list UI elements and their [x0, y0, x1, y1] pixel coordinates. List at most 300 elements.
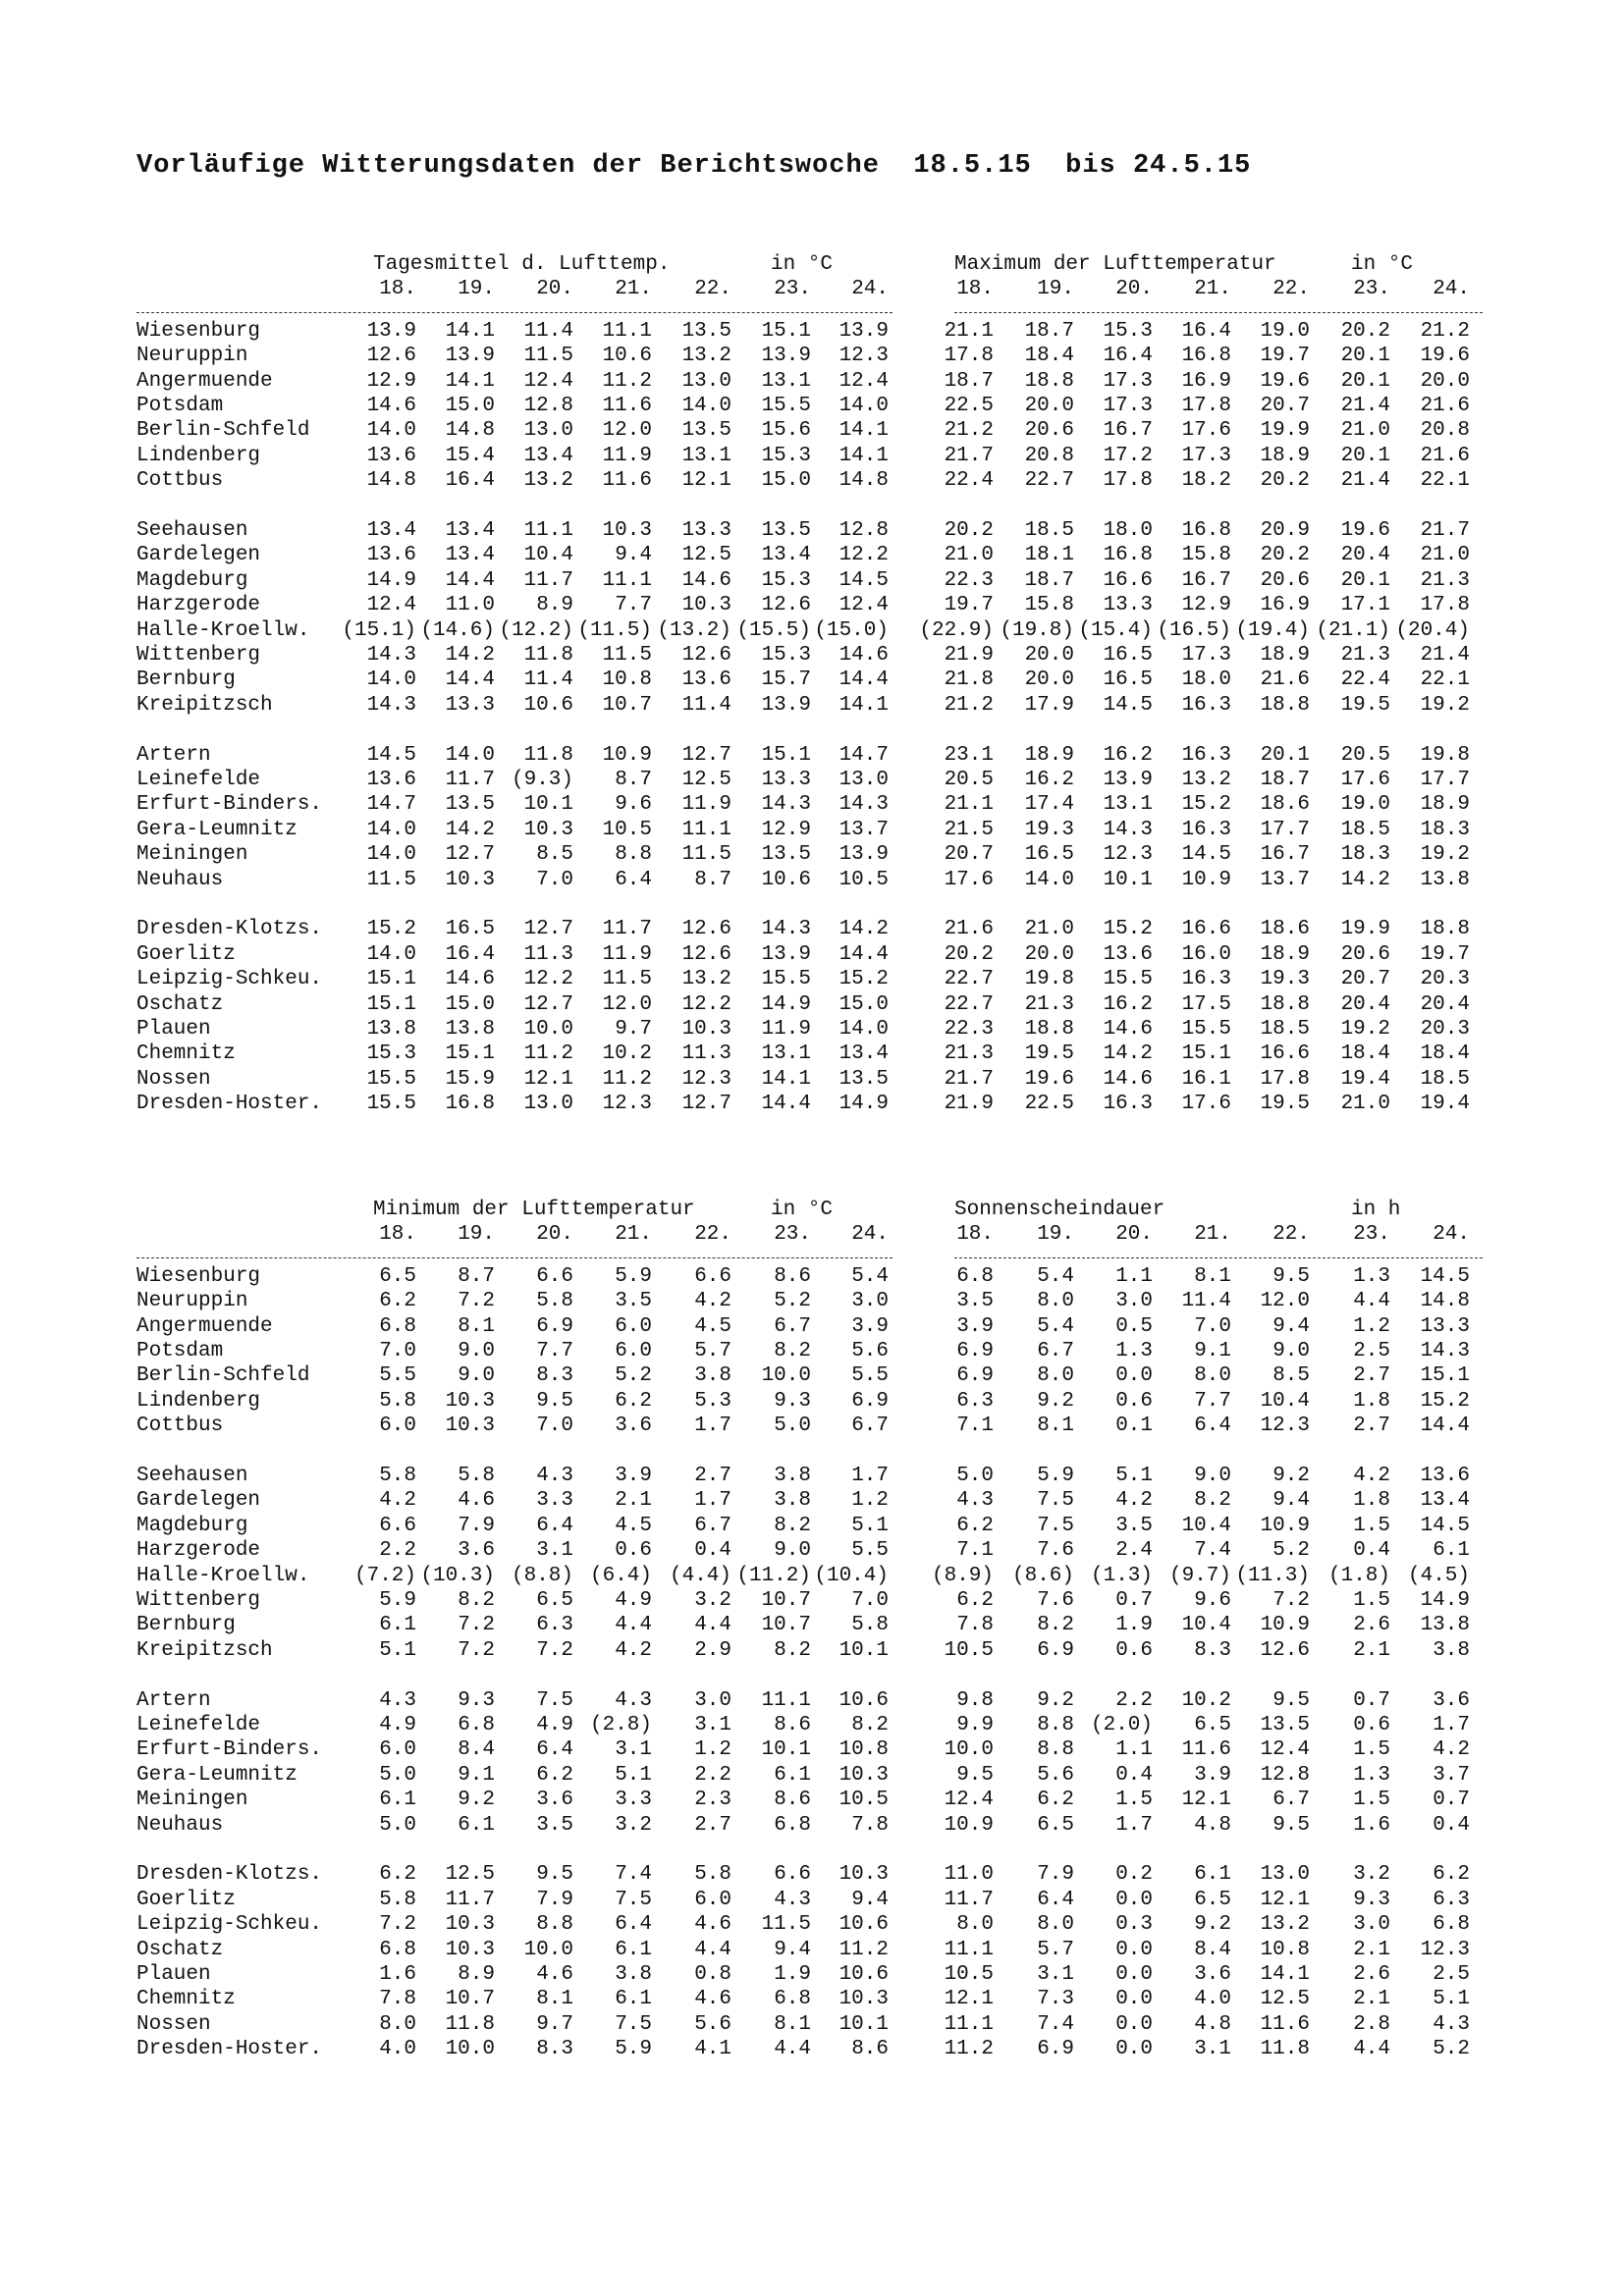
value-cell: 10.3: [681, 1018, 731, 1041]
value-cell: 18.4: [1340, 1042, 1390, 1066]
value-cell: 20.3: [1420, 968, 1470, 991]
value-cell: 11.0: [445, 594, 495, 617]
value-cell: 10.4: [1181, 1614, 1231, 1637]
unit-label: in h: [1351, 1199, 1401, 1221]
value-cell: 8.0: [1037, 1290, 1074, 1313]
value-cell: 21.0: [1340, 1093, 1390, 1116]
value-cell: (4.5): [1407, 1564, 1470, 1587]
value-cell: 20.0: [1024, 395, 1074, 417]
value-cell: 18.9: [1260, 942, 1310, 966]
value-cell: 20.1: [1340, 345, 1390, 368]
station-name: Dresden-Klotzs.: [136, 918, 323, 941]
value-cell: 16.5: [1103, 644, 1153, 667]
station-name: Harzgerode: [136, 1539, 261, 1563]
value-cell: 9.5: [536, 1863, 573, 1887]
day-header: 24.: [1433, 278, 1470, 301]
value-cell: 22.7: [944, 992, 994, 1016]
value-cell: 9.5: [1272, 1813, 1310, 1837]
day-header: 21.: [1194, 1223, 1231, 1247]
value-cell: 4.5: [694, 1314, 731, 1338]
value-cell: 20.3: [1420, 1018, 1470, 1041]
value-cell: 17.6: [1181, 1093, 1231, 1116]
day-header: 22.: [694, 278, 731, 301]
value-cell: 18.0: [1103, 519, 1153, 542]
value-cell: 5.9: [615, 2038, 652, 2061]
value-cell: 17.7: [1420, 769, 1470, 791]
value-cell: 18.9: [1260, 644, 1310, 667]
value-cell: 4.4: [774, 2038, 811, 2061]
value-cell: 16.6: [1260, 1042, 1310, 1066]
value-cell: 3.0: [1115, 1290, 1153, 1313]
station-name: Wiesenburg: [136, 1264, 261, 1288]
value-cell: 2.1: [1353, 1988, 1390, 2011]
value-cell: 21.0: [944, 544, 994, 567]
value-cell: 11.6: [602, 395, 652, 417]
value-cell: 1.6: [1353, 1813, 1390, 1837]
value-cell: 6.4: [615, 1913, 652, 1937]
value-cell: 11.4: [1181, 1290, 1231, 1313]
value-cell: 19.6: [1024, 1067, 1074, 1091]
value-cell: 20.1: [1340, 444, 1390, 467]
value-cell: 8.9: [536, 594, 573, 617]
value-cell: 18.2: [1181, 469, 1231, 493]
value-cell: 9.1: [458, 1763, 495, 1787]
value-cell: 8.8: [1037, 1714, 1074, 1736]
value-cell: 20.6: [1260, 568, 1310, 592]
value-cell: 15.5: [761, 395, 811, 417]
value-cell: 1.7: [1115, 1813, 1153, 1837]
value-cell: 12.4: [1260, 1738, 1310, 1762]
value-cell: 5.4: [851, 1264, 889, 1288]
value-cell: 15.1: [1420, 1364, 1470, 1388]
value-cell: 3.0: [851, 1290, 889, 1313]
value-cell: 7.2: [379, 1913, 416, 1937]
value-cell: 11.1: [523, 519, 573, 542]
value-cell: 12.1: [944, 1988, 994, 2011]
value-cell: 7.7: [536, 1340, 573, 1362]
value-cell: 12.6: [681, 918, 731, 941]
value-cell: 9.2: [1272, 1465, 1310, 1487]
value-cell: 18.8: [1260, 992, 1310, 1016]
value-cell: 0.4: [694, 1539, 731, 1563]
value-cell: 13.9: [1103, 769, 1153, 791]
value-cell: 5.8: [536, 1290, 573, 1313]
value-cell: 12.4: [523, 369, 573, 393]
value-cell: 1.5: [1353, 1589, 1390, 1612]
day-header: 19.: [458, 1223, 495, 1247]
value-cell: 13.4: [1420, 1489, 1470, 1513]
station-name: Plauen: [136, 1963, 211, 1986]
value-cell: 9.4: [774, 1938, 811, 1961]
value-cell: 6.5: [379, 1264, 416, 1288]
value-cell: 8.4: [458, 1738, 495, 1762]
value-cell: 10.0: [445, 2038, 495, 2061]
value-cell: 0.0: [1115, 2012, 1153, 2036]
value-cell: 14.1: [839, 419, 889, 443]
value-cell: 12.9: [761, 818, 811, 841]
day-header: 21.: [615, 1223, 652, 1247]
value-cell: 6.6: [694, 1264, 731, 1288]
value-cell: 20.8: [1024, 444, 1074, 467]
value-cell: 13.6: [1103, 942, 1153, 966]
value-cell: 15.0: [761, 469, 811, 493]
value-cell: 0.8: [694, 1963, 731, 1986]
value-cell: 8.2: [774, 1340, 811, 1362]
value-cell: 8.2: [1037, 1614, 1074, 1637]
value-cell: 10.3: [839, 1863, 889, 1887]
value-cell: 15.5: [366, 1067, 416, 1091]
value-cell: 13.4: [445, 544, 495, 567]
value-cell: 18.3: [1420, 818, 1470, 841]
value-cell: 11.2: [602, 369, 652, 393]
value-cell: 4.3: [615, 1688, 652, 1712]
value-cell: 4.6: [458, 1489, 495, 1513]
value-cell: 13.8: [366, 1018, 416, 1041]
value-cell: 21.7: [944, 1067, 994, 1091]
value-cell: 23.1: [944, 743, 994, 767]
value-cell: 3.1: [615, 1738, 652, 1762]
value-cell: 12.5: [681, 769, 731, 791]
station-name: Potsdam: [136, 395, 224, 417]
value-cell: 13.1: [681, 444, 731, 467]
value-cell: 18.8: [1024, 1018, 1074, 1041]
value-cell: 16.4: [445, 469, 495, 493]
value-cell: 16.8: [1103, 544, 1153, 567]
value-cell: 4.2: [615, 1638, 652, 1662]
value-cell: 0.6: [1115, 1389, 1153, 1413]
value-cell: 19.9: [1340, 918, 1390, 941]
value-cell: 10.1: [839, 1638, 889, 1662]
value-cell: 14.3: [1103, 818, 1153, 841]
value-cell: 13.9: [761, 693, 811, 717]
value-cell: 12.0: [602, 419, 652, 443]
value-cell: 6.0: [615, 1340, 652, 1362]
value-cell: 6.1: [615, 1938, 652, 1961]
value-cell: (8.6): [1011, 1564, 1074, 1587]
value-cell: 0.7: [1115, 1589, 1153, 1612]
value-cell: 14.6: [1103, 1018, 1153, 1041]
value-cell: (9.7): [1168, 1564, 1231, 1587]
value-cell: 14.2: [445, 644, 495, 667]
value-cell: 13.0: [681, 369, 731, 393]
value-cell: 6.4: [615, 868, 652, 891]
value-cell: 13.0: [839, 769, 889, 791]
value-cell: 0.0: [1115, 1364, 1153, 1388]
value-cell: 17.7: [1260, 818, 1310, 841]
value-cell: 2.7: [694, 1465, 731, 1487]
value-cell: 1.5: [1353, 1789, 1390, 1812]
station-name: Berlin-Schfeld: [136, 1364, 310, 1388]
value-cell: 14.6: [366, 395, 416, 417]
value-cell: 12.5: [681, 544, 731, 567]
value-cell: 13.2: [1181, 769, 1231, 791]
value-cell: 5.2: [615, 1364, 652, 1388]
value-cell: 10.1: [1103, 868, 1153, 891]
value-cell: 11.1: [944, 2012, 994, 2036]
station-name: Neuruppin: [136, 1290, 248, 1313]
value-cell: 14.0: [839, 1018, 889, 1041]
value-cell: 12.1: [523, 1067, 573, 1091]
value-cell: 0.7: [1433, 1789, 1470, 1812]
value-cell: 11.5: [366, 868, 416, 891]
value-cell: 15.3: [761, 444, 811, 467]
value-cell: 14.4: [445, 668, 495, 692]
value-cell: 14.9: [839, 1093, 889, 1116]
value-cell: 6.9: [851, 1389, 889, 1413]
value-cell: 8.2: [774, 1638, 811, 1662]
value-cell: 13.3: [761, 769, 811, 791]
value-cell: 6.8: [774, 1988, 811, 2011]
value-cell: 1.3: [1115, 1340, 1153, 1362]
dashed-divider: [136, 1257, 893, 1258]
value-cell: (21.1): [1316, 618, 1390, 642]
value-cell: (7.2): [353, 1564, 416, 1587]
value-cell: 5.8: [458, 1465, 495, 1487]
value-cell: 13.2: [523, 469, 573, 493]
value-cell: 9.4: [615, 544, 652, 567]
value-cell: (15.5): [736, 618, 811, 642]
value-cell: 13.2: [1260, 1913, 1310, 1937]
value-cell: 8.1: [1037, 1415, 1074, 1438]
value-cell: 0.6: [1353, 1714, 1390, 1736]
value-cell: 21.7: [1420, 519, 1470, 542]
value-cell: 10.9: [944, 1813, 994, 1837]
value-cell: 6.5: [536, 1589, 573, 1612]
value-cell: 9.2: [1194, 1913, 1231, 1937]
value-cell: 14.5: [1420, 1514, 1470, 1537]
value-cell: (16.5): [1157, 618, 1231, 642]
value-cell: 12.3: [839, 345, 889, 368]
value-cell: 10.3: [445, 1415, 495, 1438]
value-cell: 10.5: [839, 1789, 889, 1812]
value-cell: (14.6): [420, 618, 495, 642]
value-cell: 15.2: [839, 968, 889, 991]
value-cell: 11.6: [1181, 1738, 1231, 1762]
value-cell: 12.3: [602, 1093, 652, 1116]
value-cell: 16.9: [1181, 369, 1231, 393]
value-cell: 6.4: [536, 1738, 573, 1762]
value-cell: 3.8: [615, 1963, 652, 1986]
value-cell: 7.9: [458, 1514, 495, 1537]
value-cell: 10.3: [602, 519, 652, 542]
value-cell: 13.2: [681, 968, 731, 991]
value-cell: 14.3: [366, 693, 416, 717]
value-cell: 19.4: [1340, 1067, 1390, 1091]
value-cell: 10.3: [523, 818, 573, 841]
value-cell: 10.8: [1260, 1938, 1310, 1961]
value-cell: 13.2: [681, 345, 731, 368]
value-cell: 6.7: [694, 1514, 731, 1537]
value-cell: 14.8: [1420, 1290, 1470, 1313]
value-cell: 3.6: [615, 1415, 652, 1438]
station-name: Kreipitzsch: [136, 1638, 273, 1662]
value-cell: 21.0: [1340, 419, 1390, 443]
value-cell: 11.3: [681, 1042, 731, 1066]
value-cell: 4.3: [956, 1489, 994, 1513]
value-cell: 7.0: [851, 1589, 889, 1612]
dashed-divider: [136, 312, 893, 313]
value-cell: 3.1: [694, 1714, 731, 1736]
value-cell: 14.0: [366, 668, 416, 692]
value-cell: (15.1): [342, 618, 416, 642]
value-cell: 7.4: [1037, 2012, 1074, 2036]
value-cell: 12.5: [445, 1863, 495, 1887]
value-cell: 7.0: [1194, 1314, 1231, 1338]
value-cell: 13.6: [1420, 1465, 1470, 1487]
value-cell: 14.6: [839, 644, 889, 667]
value-cell: 9.4: [1272, 1489, 1310, 1513]
value-cell: 14.1: [839, 693, 889, 717]
value-cell: 14.4: [839, 942, 889, 966]
value-cell: 6.8: [379, 1938, 416, 1961]
value-cell: 17.9: [1024, 693, 1074, 717]
value-cell: 15.1: [761, 319, 811, 343]
value-cell: 21.3: [944, 1042, 994, 1066]
value-cell: 4.1: [694, 2038, 731, 2061]
unit-label: in °C: [771, 1199, 834, 1221]
value-cell: 14.7: [839, 743, 889, 767]
value-cell: 17.2: [1103, 444, 1153, 467]
value-cell: 20.0: [1024, 668, 1074, 692]
value-cell: 4.4: [694, 1614, 731, 1637]
value-cell: 10.3: [445, 868, 495, 891]
day-header: 23.: [1353, 278, 1390, 301]
value-cell: 14.3: [761, 793, 811, 817]
value-cell: 15.5: [1103, 968, 1153, 991]
value-cell: 5.2: [1272, 1539, 1310, 1563]
value-cell: 6.2: [379, 1863, 416, 1887]
value-cell: 2.2: [694, 1763, 731, 1787]
value-cell: 22.5: [944, 395, 994, 417]
value-cell: 16.6: [1103, 568, 1153, 592]
dashed-divider: [954, 1257, 1483, 1258]
station-name: Gardelegen: [136, 1489, 261, 1513]
value-cell: 8.2: [1194, 1489, 1231, 1513]
dashed-divider: [954, 312, 1483, 313]
value-cell: (13.2): [657, 618, 731, 642]
value-cell: 8.1: [458, 1314, 495, 1338]
day-header: 24.: [851, 1223, 889, 1247]
value-cell: 6.6: [379, 1514, 416, 1537]
value-cell: 14.8: [839, 469, 889, 493]
value-cell: 6.4: [536, 1514, 573, 1537]
day-header: 18.: [379, 1223, 416, 1247]
day-header: 21.: [1194, 278, 1231, 301]
value-cell: 4.3: [379, 1688, 416, 1712]
value-cell: 12.7: [445, 843, 495, 867]
value-cell: 10.6: [839, 1913, 889, 1937]
table-header: Maximum der Lufttemperatur: [954, 253, 1276, 276]
value-cell: 0.2: [1115, 1863, 1153, 1887]
value-cell: (11.5): [577, 618, 652, 642]
value-cell: 4.4: [615, 1614, 652, 1637]
value-cell: 10.3: [839, 1988, 889, 2011]
value-cell: 12.9: [366, 369, 416, 393]
value-cell: 9.5: [1272, 1688, 1310, 1712]
station-name: Lindenberg: [136, 444, 261, 467]
value-cell: 10.4: [1260, 1389, 1310, 1413]
value-cell: 5.6: [851, 1340, 889, 1362]
value-cell: 4.4: [1353, 1290, 1390, 1313]
value-cell: 1.5: [1115, 1789, 1153, 1812]
value-cell: 12.7: [681, 743, 731, 767]
table-header: Tagesmittel d. Lufttemp.: [373, 253, 671, 276]
value-cell: 0.4: [1433, 1813, 1470, 1837]
value-cell: 20.1: [1340, 568, 1390, 592]
value-cell: 12.2: [681, 992, 731, 1016]
value-cell: 21.4: [1340, 469, 1390, 493]
value-cell: 18.9: [1260, 444, 1310, 467]
value-cell: 16.3: [1181, 818, 1231, 841]
value-cell: 14.1: [761, 1067, 811, 1091]
value-cell: 6.7: [851, 1415, 889, 1438]
station-name: Leipzig-Schkeu.: [136, 1913, 323, 1937]
day-header: 19.: [1037, 1223, 1074, 1247]
value-cell: 0.4: [1115, 1763, 1153, 1787]
value-cell: 3.6: [1433, 1688, 1470, 1712]
value-cell: 10.6: [839, 1963, 889, 1986]
value-cell: 13.3: [1420, 1314, 1470, 1338]
station-name: Angermuende: [136, 369, 273, 393]
value-cell: 20.8: [1420, 419, 1470, 443]
value-cell: 6.9: [1037, 1638, 1074, 1662]
value-cell: 11.8: [445, 2012, 495, 2036]
value-cell: 3.5: [1115, 1514, 1153, 1537]
value-cell: 2.4: [1115, 1539, 1153, 1563]
value-cell: 6.1: [1433, 1539, 1470, 1563]
value-cell: 7.5: [536, 1688, 573, 1712]
value-cell: 8.0: [1194, 1364, 1231, 1388]
value-cell: 20.1: [1260, 743, 1310, 767]
value-cell: 10.0: [944, 1738, 994, 1762]
value-cell: 8.0: [1037, 1364, 1074, 1388]
value-cell: 7.8: [851, 1813, 889, 1837]
value-cell: 10.4: [1181, 1514, 1231, 1537]
value-cell: 14.1: [445, 369, 495, 393]
value-cell: 17.1: [1340, 594, 1390, 617]
unit-label: in °C: [771, 253, 834, 276]
station-name: Nossen: [136, 2012, 211, 2036]
value-cell: 5.4: [1037, 1314, 1074, 1338]
unit-label: in °C: [1351, 253, 1414, 276]
value-cell: 10.1: [761, 1738, 811, 1762]
value-cell: 20.7: [1340, 968, 1390, 991]
value-cell: 1.1: [1115, 1738, 1153, 1762]
value-cell: (11.2): [736, 1564, 811, 1587]
value-cell: 11.0: [944, 1863, 994, 1887]
value-cell: 5.6: [694, 2012, 731, 2036]
value-cell: 16.7: [1103, 419, 1153, 443]
value-cell: 2.1: [1353, 1938, 1390, 1961]
value-cell: 6.2: [615, 1389, 652, 1413]
value-cell: 5.6: [1037, 1763, 1074, 1787]
value-cell: 7.4: [1194, 1539, 1231, 1563]
value-cell: 7.9: [1037, 1863, 1074, 1887]
value-cell: 16.4: [445, 942, 495, 966]
value-cell: 0.6: [615, 1539, 652, 1563]
station-name: Neuhaus: [136, 1813, 224, 1837]
value-cell: 11.1: [761, 1688, 811, 1712]
value-cell: 10.3: [445, 1913, 495, 1937]
value-cell: 6.1: [774, 1763, 811, 1787]
value-cell: 7.2: [536, 1638, 573, 1662]
day-header: 22.: [694, 1223, 731, 1247]
value-cell: 9.0: [1272, 1340, 1310, 1362]
value-cell: 15.5: [1181, 1018, 1231, 1041]
value-cell: 5.8: [379, 1465, 416, 1487]
value-cell: 10.9: [602, 743, 652, 767]
value-cell: 6.1: [458, 1813, 495, 1837]
